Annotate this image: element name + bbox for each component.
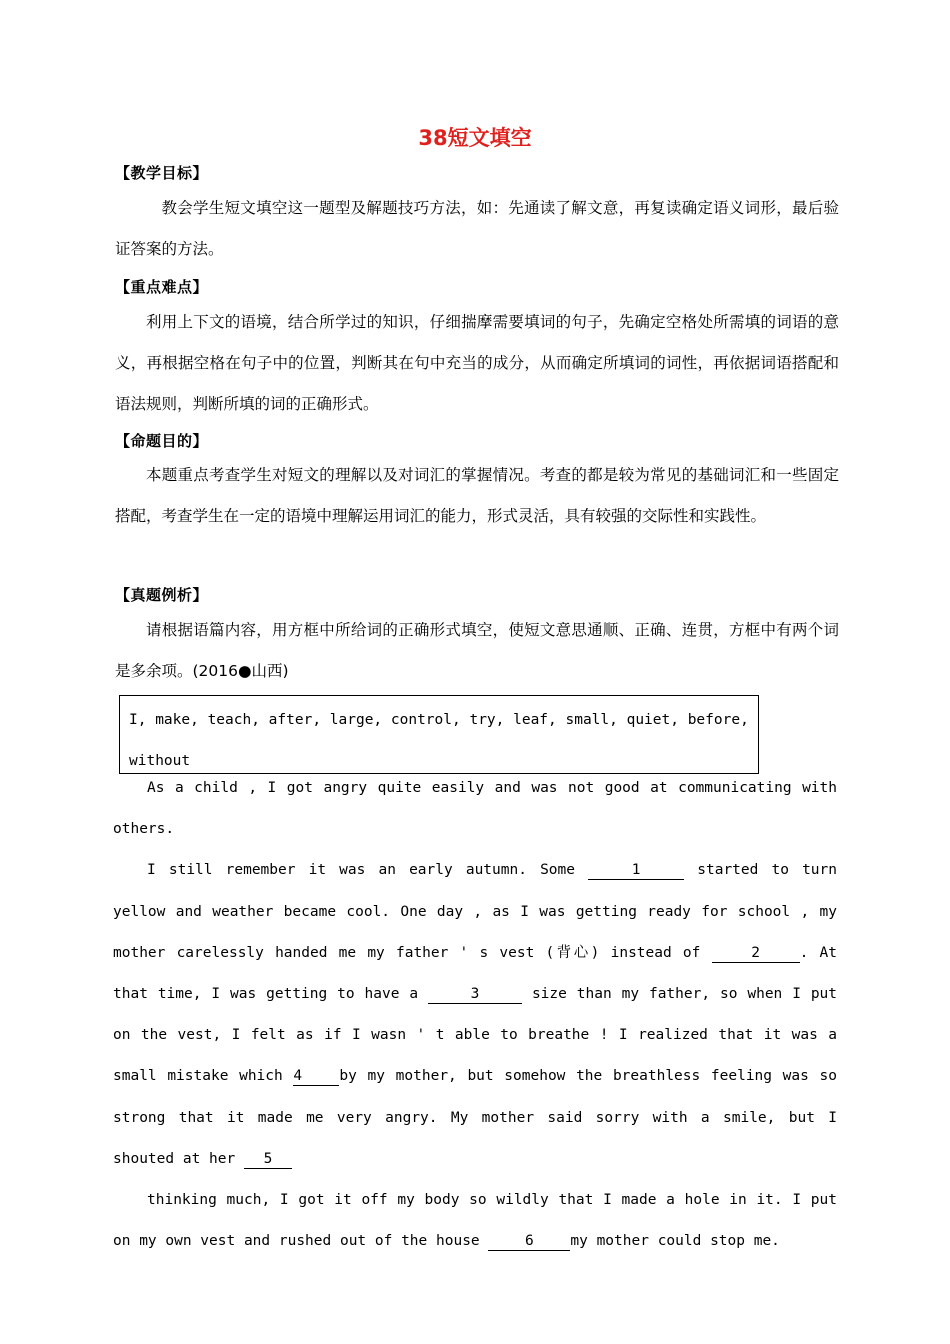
- blank-3: 3: [428, 985, 522, 1004]
- passage-text: started to turn yellow and weather became cool. One day , as I was getting ready for school , my mother carelessly handed me my father ' s vest (背心) instead of: [113, 862, 837, 961]
- passage-text: I still remember it was an early autumn. Some: [147, 862, 575, 879]
- blank-5: 5: [244, 1150, 292, 1169]
- passage: [113, 768, 837, 1262]
- passage-paragraph-1: As a child , I got angry quite easily and was not good at communicating with others.: [113, 780, 837, 838]
- passage-paragraph-2: [113, 850, 837, 1180]
- blank-2: 2: [712, 944, 800, 963]
- heading-example: 【真题例析】: [115, 586, 209, 604]
- blank-6: 6: [488, 1232, 570, 1251]
- heading-key-difficulty: 【重点难点】: [115, 278, 209, 296]
- passage-text: my mother could stop me.: [570, 1233, 780, 1250]
- passage-text: size than my father, so when I put on the vest, I felt as if I wasn ' t able to breathe ! I realized that it was a small mistake which: [113, 986, 838, 1085]
- passage-paragraph-3: [113, 1180, 837, 1262]
- passage-text: thinking much, I got it off my body so wildly that I made a hole in it. I put on my own vest and rushed out of the house: [113, 1192, 837, 1250]
- heading-teaching-goal: 【教学目标】: [115, 164, 209, 182]
- passage-text: . At that time, I was getting to have a: [113, 944, 837, 1003]
- key-difficulty-text: 利用上下文的语境，结合所学过的知识，仔细揣摩需要填词的句子，先确定空格处所需填的词语的意义，再根据空格在句子中的位置，判断其在句中充当的成分，从而确定所填词的词性，再依据词语搭配和语法规则，判断所填的词的正确形式。: [115, 313, 839, 413]
- blank-1: 1: [588, 861, 684, 880]
- example-instruction: 请根据语篇内容，用方框中所给词的正确形式填空，使短文意思通顺、正确、连贯，方框中有两个词是多余项。(2016●山西): [115, 621, 839, 680]
- heading-purpose: 【命题目的】: [115, 432, 209, 450]
- page-title: 38短文填空: [418, 126, 532, 150]
- purpose-text: 本题重点考查学生对短文的理解以及对词汇的掌握情况。考查的都是较为常见的基础词汇和一些固定搭配，考查学生在一定的语境中理解运用词汇的能力，形式灵活，具有较强的交际性和实践性。: [115, 466, 839, 525]
- teaching-goal-text: 教会学生短文填空这一题型及解题技巧方法，如：先通读了解文意，再复读确定语义词形，最后验证答案的方法。: [115, 199, 839, 258]
- passage-text: by my mother, but somehow the breathless feeling was so strong that it made me very angry. My mother said sorry with a smile, but I shouted at her: [113, 1068, 837, 1167]
- word-box: I, make, teach, after, large, control, try, leaf, small, quiet, before, without: [119, 695, 759, 774]
- blank-4: 4: [293, 1067, 339, 1086]
